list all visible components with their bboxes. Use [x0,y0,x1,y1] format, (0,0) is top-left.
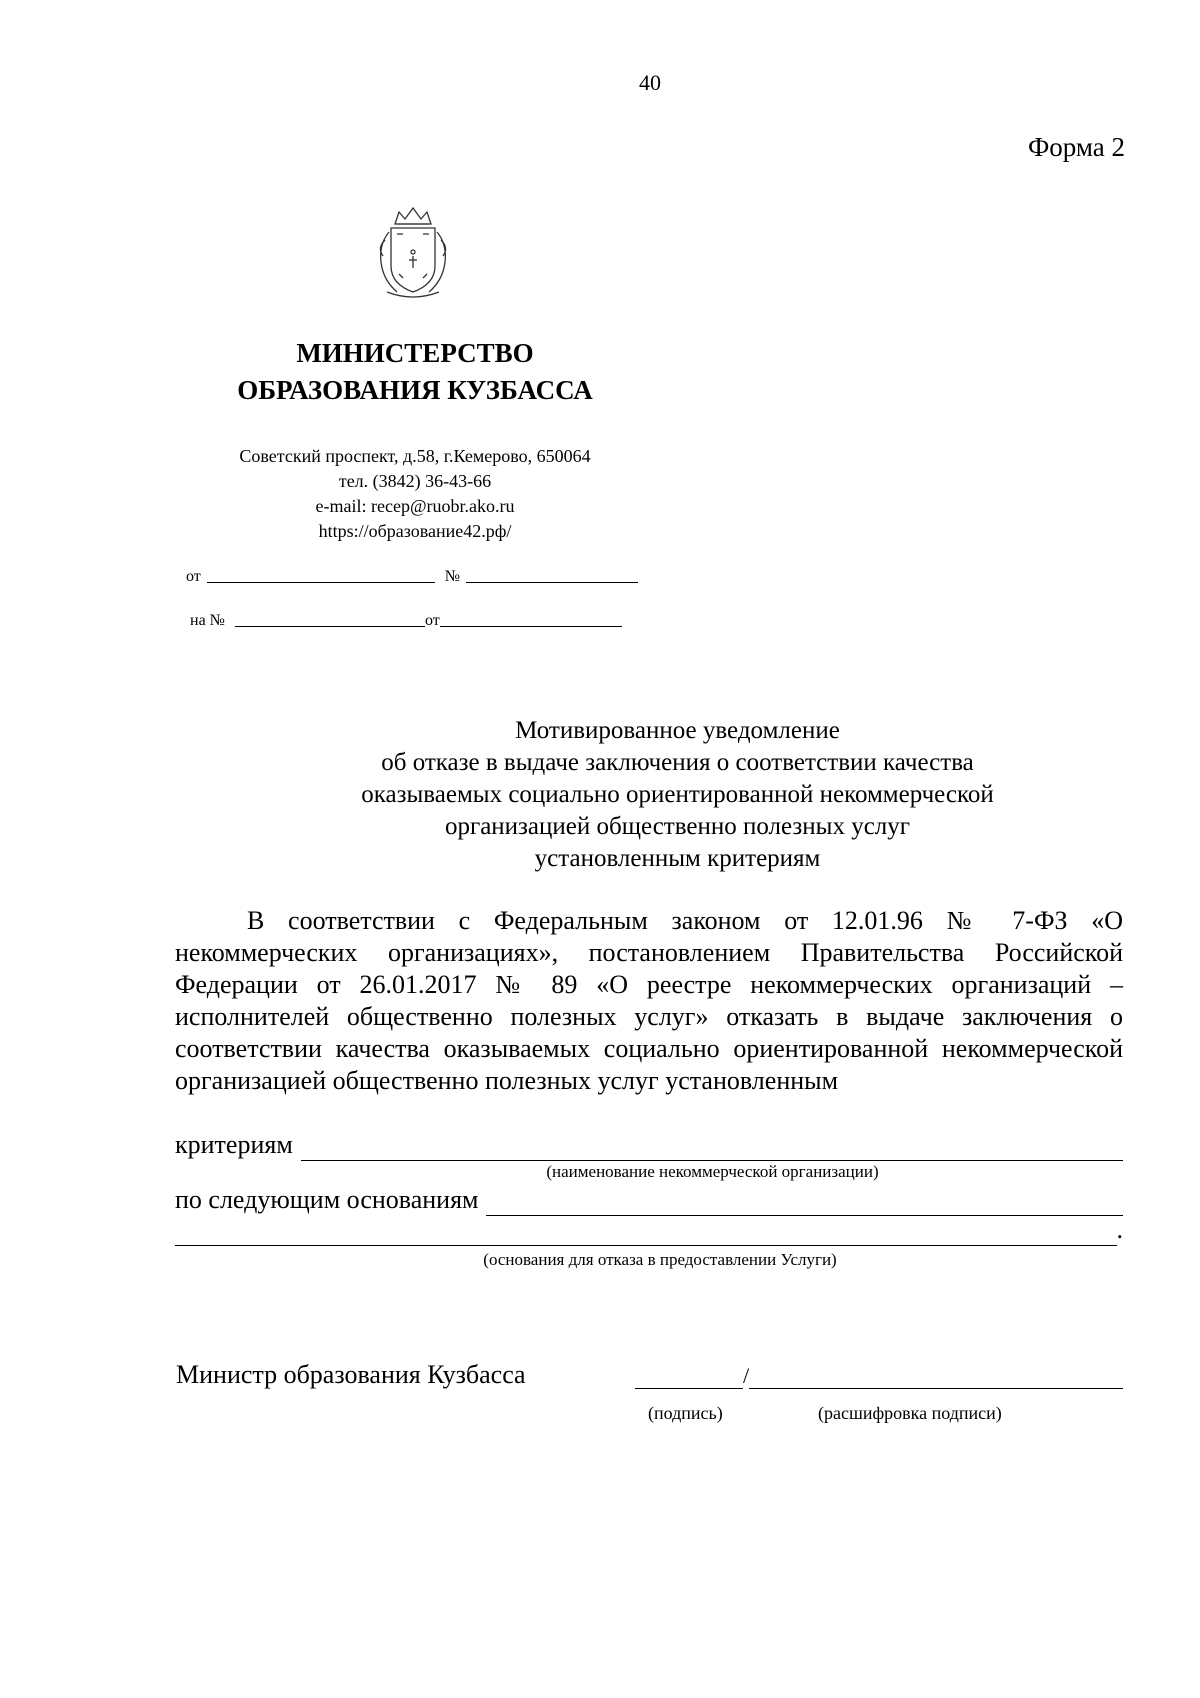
ministry-email: e-mail: recep@ruobr.ako.ru [315,496,515,516]
number-label: № [444,568,461,585]
notice-title-line: оказываемых социально ориентированной некоммерческой [361,781,994,808]
number-blank[interactable] [466,581,638,583]
signatory-title: Министр образования Кузбасса [176,1360,526,1389]
from-label: от [186,568,201,585]
notice-title [280,715,1075,875]
signature-separator: / [743,1363,750,1388]
incoming-number-blank[interactable] [235,625,425,627]
date-blank[interactable] [207,581,435,583]
grounds-caption: (основания для отказа в предоставлении Услуги) [483,1250,837,1269]
organization-caption: (наименование некоммерческой организации) [546,1162,879,1181]
ministry-phone: тел. (3842) 36-43-66 [338,471,492,491]
outgoing-reference-line [186,568,638,586]
grounds-continuation-line [175,1214,1123,1246]
grounds-field[interactable] [486,1189,1123,1216]
ministry-website: https://образование42.рф/ [318,521,512,541]
signature-field[interactable] [635,1364,743,1389]
grounds-label: по следующим основаниям [175,1185,479,1214]
on-number-label: на № [190,612,225,629]
form-label: Форма 2 [1027,132,1125,162]
dated-label: от [424,612,440,629]
notice-body: В соответствии с Федеральным законом от 12.01.96 № 7-ФЗ «О некоммерческих организациях», постановлением Правительства Российской Федерации от 26.01.2017 № 89 «О реестре некоммерческих организаций – исполнителей общественно полезных услуг» отказать в выдаче заключения о соответствии качества оказываемых социально ориентированной некоммерческой организацией общественно полезных услуг установленным [175,906,1123,1095]
criteria-line [175,1129,1123,1161]
criteria-label: критериям [175,1130,293,1159]
ministry-name-line2: ОБРАЗОВАНИЯ КУЗБАССА [237,375,593,405]
ministry-address: Советский проспект, д.58, г.Кемерово, 650064 [239,446,591,466]
signature-decode-caption: (расшифровка подписи) [818,1403,1002,1423]
notice-title-line: об отказе в выдаче заключения о соответствии качества [381,749,974,776]
signature-decode-field[interactable] [749,1364,1123,1389]
signature-line [635,1363,1123,1389]
ministry-name [210,335,620,409]
coat-of-arms-icon [373,204,453,304]
notice-title-line: установленным критериям [534,845,821,872]
ministry-contacts [195,444,635,544]
ministry-name-line1: МИНИСТЕРСТВО [296,338,534,368]
notice-title-line: организацией общественно полезных услуг [444,813,911,840]
grounds-line [175,1184,1123,1216]
notice-title-line: Мотивированное уведомление [515,717,840,744]
grounds-end-period: . [1116,1215,1123,1244]
organization-name-field[interactable] [301,1134,1123,1161]
incoming-date-blank[interactable] [440,625,622,627]
page-number: 40 [639,70,661,95]
grounds-continuation-field[interactable] [175,1217,1117,1246]
incoming-reference-line [190,612,622,630]
signature-caption: (подпись) [648,1403,723,1423]
